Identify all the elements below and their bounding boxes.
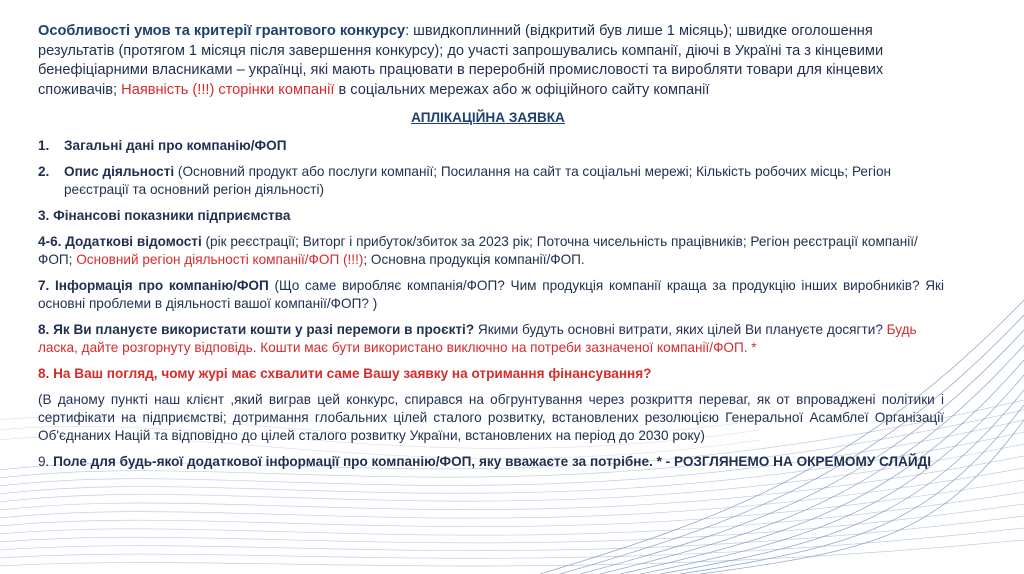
item-note: (В даному пункті наш клієнт ,який виграв цей конкурс, спирався на обгрунтування через розкриття переваг, як от впроваджені політики і сертифікати на підприємстві; дотримання глобальних цілей сталого розвитку, встановлених резолюцією Генеральної Асамблеї Організації Об'єднаних Націй та відповідно до цілей сталого розвитку України, встановлених на період до 2030 року) — [38, 392, 944, 444]
item-activity-description — [38, 163, 944, 199]
slide-content — [38, 22, 944, 479]
item-jury-question: 8. На Ваш погляд, чому журі має схвалити саме Вашу заявку на отримання фінансування? — [38, 366, 652, 382]
item-additional-info — [38, 233, 944, 269]
application-heading: АПЛІКАЦІЙНА ЗАЯВКА — [411, 110, 565, 126]
item-title: Опис діяльності — [64, 164, 175, 180]
item-extra-field — [38, 453, 944, 471]
item-financial-indicators: 3. Фінансові показники підприємства — [38, 208, 291, 224]
intro-text-a: : швидкоплинний (відкритий був лише 1 місяць); швидке оголошення результатів (протягом 1 місяця після завершення конкурсу); до участі запрошувались компанії, діючі в Україні та з кінцевими бенефіціарними власниками – українці, які мають працювати в переробній промисловості та виробляти товари для кінцевих споживачів; — [38, 23, 884, 98]
item-red-text: Будь ласка, дайте розгорнуту відповідь. Кошти має бути використано виключно на потреби зазначеної компанії/ФОП. * — [38, 322, 917, 356]
item-funds-usage — [38, 321, 944, 357]
item-company-info — [38, 277, 944, 313]
item-number: 1. — [38, 138, 50, 154]
item-title: 8. Як Ви плануєте використати кошти у разі перемоги в проєкті? — [38, 322, 475, 338]
item-general-data — [38, 137, 944, 155]
item-text-b: ; Основна продукція компанії/ФОП. — [363, 252, 585, 268]
intro-text-b: в соціальних мережах або ж офіційного сайту компанії — [334, 81, 710, 98]
item-prefix: 9. — [38, 454, 54, 470]
item-red-text: Основний регіон діяльності компанії/ФОП (!!!) — [76, 252, 364, 268]
intro-highlight: Наявність (!!!) сторінки компанії — [121, 81, 335, 98]
item-title: 7. Інформація про компанію/ФОП — [38, 278, 269, 294]
item-text: (Що саме виробляє компанія/ФОП? Чим продукція компанії краща за продукцію інших виробників? Які основні проблеми в діяльності вашої компанії/ФОП? ) — [38, 278, 945, 312]
intro-paragraph — [38, 22, 944, 100]
item-title: Поле для будь-якої додаткової інформації про компанію/ФОП, яку вважаєте за потрібне. * - РОЗГЛЯНЕМО НА ОКРЕМОМУ СЛАЙДІ — [53, 454, 932, 470]
item-text-a: (рік реєстрації; Виторг і прибуток/збиток за 2023 рік; Поточна чисельність працівників; Регіон реєстрації компанії/ФОП; — [38, 234, 918, 268]
item-title: 4-6. Додаткові відомості — [38, 234, 202, 250]
intro-title: Особливості умов та критерії грантового конкурсу — [38, 23, 406, 39]
item-title: Загальні дані про компанію/ФОП — [64, 138, 287, 154]
item-number: 2. — [38, 164, 50, 180]
item-text: (Основний продукт або послуги компанії; Посилання на сайт та соціальні мережі; Кількість робочих місць; Регіон реєстрації та основний регіон діяльності) — [64, 164, 892, 198]
item-text: Якими будуть основні витрати, яких цілей Ви плануєте досягти? — [474, 322, 887, 338]
